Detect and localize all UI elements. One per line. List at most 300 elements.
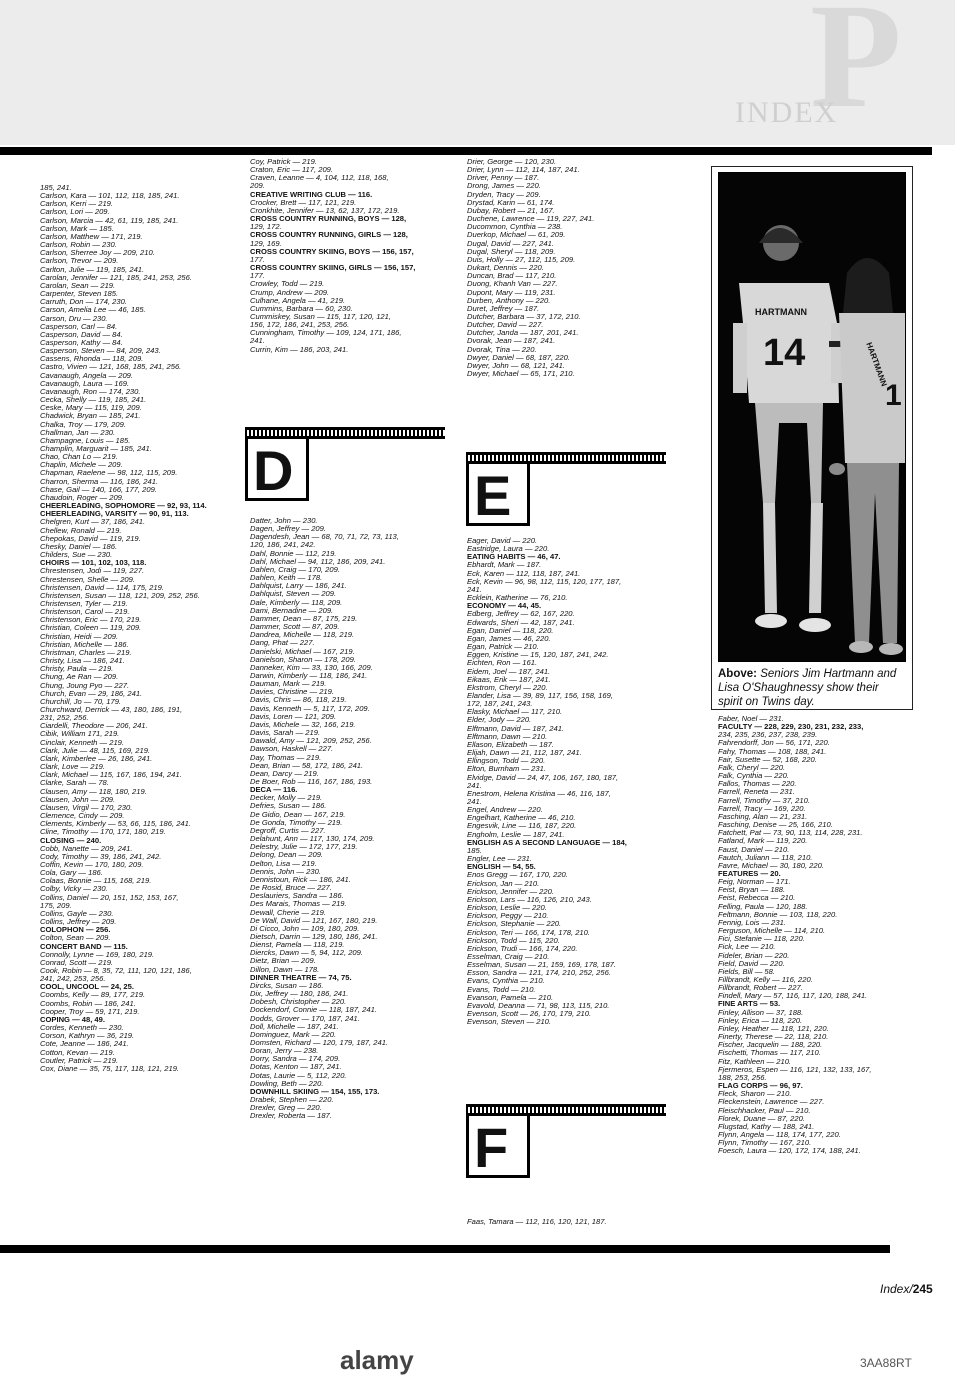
index-entry: Church, Evan — 29, 186, 241. [40,689,143,698]
index-entry: Christian, Coleen — 119, 209. [40,624,142,633]
index-entry: Ferguson, Michelle — 114, 210. [718,927,826,936]
index-entry: Carlson, Kerri — 219. [40,200,114,209]
index-entry: 241. [467,781,482,790]
index-entry: Chrestensen, Shelle — 209. [40,575,135,584]
index-entry: Fitz, Kathleen — 210. [718,1057,792,1066]
ghost-header-word: INDEX [735,96,839,129]
index-entry: Dodds, Grover — 170, 187, 241. [250,1014,360,1023]
index-entry: Drabek, Stephen — 220. [250,1096,334,1105]
index-entry: FEATURES — 20. [718,869,781,878]
page-number: 245 [912,1282,933,1296]
index-entry: CROSS COUNTRY RUNNING, BOYS — 128, [250,215,407,224]
index-entry: Carlton, Julie — 119, 185, 241. [40,265,145,274]
index-entry: Cibik, William 171, 219. [40,730,120,739]
index-entry: Farrell, Tracy — 169, 220. [718,804,806,813]
index-entry: Chesky, Daniel — 186. [40,542,118,551]
index-entry: Dagendesh, Jean — 68, 70, 71, 72, 73, 113, [250,533,399,542]
index-entry: De Rosid, Bruce — 227. [250,884,332,893]
index-entry: Flynn, Timothy — 167, 210. [718,1139,812,1148]
index-entry: Dennis, John — 230. [250,867,321,876]
index-entry: Cote, Jeanne — 186, 241. [40,1040,129,1049]
index-entry: Dammer, Scott — 87, 209. [250,623,340,632]
index-entry: Dorry, Sandra — 174, 209. [250,1055,341,1064]
index-entry: 129, 169. [250,239,282,248]
index-entry: Fasching, Alan — 21, 231. [718,812,808,821]
index-entry: Eastridge, Laura — 220. [467,545,550,554]
index-entry: De Gidio, Dean — 167, 219. [250,810,346,819]
index-entry: Drexler, Roberta — 187. [250,1112,332,1121]
index-entry: Duncan, Brad — 117, 210. [467,272,557,281]
index-entry: Danielson, Sharon — 178, 209. [250,655,356,664]
index-entry: Dennistoun, Rick — 186, 241. [250,875,351,884]
index-entry: Carlson, Trevor — 209. [40,257,119,266]
index-entry: Duong, Khanh Van — 227. [467,280,558,289]
index-column-c2 [250,158,460,354]
index-entry: DOWNHILL SKIING — 154, 155, 173. [250,1087,380,1096]
section-letter-f [466,1104,666,1184]
index-entry: Chelgren, Kurt — 37, 186, 241. [40,518,146,527]
index-entry: Connolly, Lynne — 169, 180, 219. [40,950,155,959]
index-column-d [250,517,460,1121]
index-entry: Elasky, Michael — 117, 210. [467,708,563,717]
index-entry: Clark, Michael — 115, 167, 186, 194, 241. [40,771,182,780]
index-entry: Dauman, Mark — 219. [250,680,327,689]
index-entry: Drexler, Greg — 220. [250,1104,322,1113]
index-entry: Egan, James — 46, 220. [467,634,551,643]
jersey-number-left: 14 [763,332,806,374]
index-entry: Evenson, Steven — 210. [467,1018,552,1027]
index-entry: Danneker, Kim — 33, 130, 166, 209. [250,663,373,672]
index-entry: Fjermeros, Espen — 116, 121, 132, 133, 167, [718,1065,872,1074]
index-entry: FINE ARTS — 53. [718,1000,781,1009]
index-entry: Christian, Heidi — 209. [40,632,119,641]
index-entry: Florek, Duane — 87, 220. [718,1114,805,1123]
index-entry: Coombs, Kelly — 89, 177, 219. [40,991,146,1000]
caption-lead: Above: [718,668,757,680]
index-entry: Eggen, Kristine — 15, 120, 187, 241, 242. [467,651,609,660]
index-entry: 188, 253, 256. [718,1073,767,1082]
index-entry: Crowley, Todd — 219. [250,280,325,289]
index-entry: Cook, Robin — 8, 35, 72, 111, 120, 121, 186, [40,967,192,975]
index-entry: Elftmann, David — 187, 241. [467,724,565,733]
index-entry: Domsten, Richard — 120, 179, 187, 241. [250,1039,389,1047]
index-entry: De Boer, Rob — 116, 167, 186, 193. [250,778,373,786]
index-entry: Collins, Gayle — 230. [40,909,114,918]
index-entry: CREATIVE WRITING CLUB — 116. [250,190,373,199]
index-entry: Champlin, Marguarit — 185, 241. [40,445,152,453]
index-entry: Dvorak, Tina — 220. [467,345,537,354]
index-entry: CHEERLEADING, VARSITY — 90, 91, 113. [40,510,189,519]
index-entry: Fasching, Denise — 25, 166, 210. [718,821,833,830]
index-entry: Cotton, Kevan — 219. [40,1048,115,1057]
index-entry: Eck, Karen — 112, 118, 187, 241. [467,569,581,578]
index-entry: Eichten, Ron — 161. [467,659,538,668]
watermark-logo: alamy [340,1345,414,1375]
index-entry: 177. [250,272,265,281]
index-entry: Dugal, David — 227, 241. [467,239,554,248]
index-entry: CROSS COUNTRY SKIING, GIRLS — 156, 157, [250,264,416,273]
top-rule [0,147,932,155]
index-entry: Edberg, Jeffrey — 62, 167, 220. [467,610,575,619]
index-entry: Feltmann, Bonnie — 103, 118, 220. [718,910,838,919]
watermark-id: 3AA88RT [860,1356,912,1370]
index-entry: 156, 172, 186, 241, 253, 256. [250,321,350,330]
index-entry: Fleckenstein, Lawrence — 227. [718,1098,825,1107]
index-entry: Engholm, Leslie — 187, 241. [467,830,565,839]
index-entry: Christenson, Eric — 170, 219. [40,616,142,625]
index-entry: Cecka, Shelly — 119, 185, 241. [40,396,147,405]
index-entry: CLOSING — 240. [40,836,102,845]
index-entry: Faust, Daniel — 210. [718,845,790,854]
index-entry: Ciardelli, Theodore — 206, 241. [40,722,148,731]
index-entry: Carlson, Lori — 209. [40,208,110,217]
index-entry: Delong, Dean — 209. [250,851,324,860]
index-entry: COPING — 48, 49. [40,1015,105,1024]
index-entry: Carpenter, Steven 185. [40,290,119,299]
index-entry: Dutcher, Barbara — 37, 172, 210. [467,312,581,321]
section-letter-f-glyph: F [474,1116,509,1179]
index-entry: Dowling, Beth — 220. [250,1079,324,1088]
index-entry: Chrestensen, Jodi — 119, 227. [40,567,145,576]
index-entry: Driver, Penny — 187. [467,174,540,183]
index-entry: Clark, Love — 219. [40,763,105,772]
index-entry: Coutler, Patrick — 219. [40,1056,119,1065]
index-entry: 234, 235, 236, 237, 238, 239. [718,731,818,740]
photo-seniors-twins-day [718,172,906,662]
index-entry: Crump, Andrew — 209. [250,288,330,297]
index-entry: FACULTY — 228, 229, 230, 231, 232, 233, [718,723,864,732]
index-entry: Clausen, John — 209. [40,795,116,804]
index-entry: Feist, Bryan — 188. [718,886,786,895]
index-entry: Erickson, Jennifer — 220. [467,887,554,896]
index-column-f2 [718,715,908,1155]
index-entry: Danielski, Michael — 167, 219. [250,647,355,656]
index-entry: CROSS COUNTRY SKIING, BOYS — 156, 157, [250,247,414,256]
section-letter-d [245,427,445,507]
index-entry: Dami, Bernadine — 209. [250,606,334,615]
bottom-rule [0,1245,890,1253]
index-entry: De Wall, David — 121, 167, 180, 219. [250,916,378,925]
index-entry: Dale, Kimberly — 118, 209. [250,598,343,607]
index-entry: Findell, Mary — 57, 116, 117, 120, 188, 241. [718,992,868,1001]
jersey-name-left: HARTMANN [755,307,807,317]
index-entry: Duerkop, Michael — 61, 209. [467,231,566,240]
index-column-d2 [467,158,682,378]
index-entry: Christensen, Susan — 118, 121, 209, 252, 256. [40,591,200,600]
index-entry: Clarke, Sarah — 78. [40,779,109,788]
index-entry: Dean, Brian — 58, 172, 186, 241. [250,761,364,770]
page-footer [880,1282,933,1296]
index-entry: Davies, Christine — 219. [250,688,334,697]
index-entry: 185. [467,846,482,855]
index-entry: Erickson, Leslie — 220. [467,904,547,913]
index-entry: Egan, Patrick — 210. [467,643,539,652]
index-entry: COLOPHON — 256. [40,926,111,935]
index-entry: Cobb, Nanette — 209, 241. [40,844,133,853]
index-entry: Cinclair, Kenneth — 219. [40,738,125,747]
index-entry: Christian, Michelle — 186. [40,640,129,649]
index-entry: Elvidge, David — 24, 47, 106, 167, 180, 187, [467,773,619,782]
index-entry: Carolan, Jennifer — 121, 185, 241, 253, 256. [40,273,192,282]
index-entry: FLAG CORPS — 96, 97. [718,1082,803,1091]
index-entry: 120, 186, 241, 242. [250,541,316,550]
index-entry: Duret, Jeffrey — 187. [467,304,540,313]
index-entry: Flynn, Angela — 118, 174, 177, 220. [718,1130,841,1139]
index-entry: Di Cicco, John — 109, 180, 209. [250,924,360,933]
index-entry: Dockendorf, Connie — 118, 187, 241. [250,1006,377,1015]
index-entry: Evans, Todd — 210. [467,985,536,994]
index-column-f1 [467,1218,682,1226]
index-entry: Erickson, Todd — 115, 220. [467,936,560,945]
index-entry: Finley, Heather — 118, 121, 220. [718,1024,829,1033]
index-entry: Currin, Kim — 186, 203, 241. [250,345,349,354]
index-entry: Deslauriers, Sandra — 186. [250,892,344,901]
index-entry: Dawald, Amy — 121, 209, 252, 256. [250,737,372,746]
footer-label: Index/ [880,1282,913,1296]
index-entry: Fatchett, Pat — 73, 90, 113, 114, 228, 231. [718,829,863,838]
index-entry: Defries, Susan — 186. [250,802,327,811]
index-entry: Dienst, Pamela — 118, 219. [250,941,345,950]
index-entry: Cummins, Barbara — 60, 230. [250,304,353,313]
index-entry: Clements, Kimberly — 53, 66, 115, 186, 241. [40,820,191,829]
index-entry: Cody, Timothy — 39, 186, 241, 242. [40,852,162,861]
index-entry: Fick, Lee — 210. [718,943,776,952]
index-entry: Doran, Jerry — 238. [250,1047,319,1056]
index-entry: Esselman, Craig — 210. [467,952,550,961]
index-entry: Fleischhacker, Paul — 210. [718,1106,811,1115]
index-entry: Dean, Darcy — 219. [250,769,319,778]
index-entry: Casperson, Steven — 84, 209, 243. [40,347,161,356]
photo-illustration [719,173,905,661]
index-entry: Ellingson, Todd — 220. [467,757,546,766]
index-entry: Chung, Ae Ran — 209. [40,673,119,682]
index-entry: Christenson, Carol — 219. [40,608,130,617]
index-entry: Charron, Sherma — 116, 186, 241. [40,477,159,486]
index-entry: Fautch, Juliann — 118, 210. [718,853,813,862]
index-entry: Davis, Sarah — 219. [250,729,321,738]
index-column-e [467,537,682,1026]
index-entry: Chaplin, Michele — 209. [40,461,123,470]
index-entry: 241, 242, 253, 256. [40,975,106,984]
index-entry: 175, 209. [40,901,72,910]
index-entry: Falk, Cynthia — 220. [718,772,789,781]
index-entry: Ecklein, Katherine — 76, 210. [467,594,568,603]
index-entry: Chadwick, Bryan — 185, 241. [40,412,141,421]
index-entry: Dukart, Dennis — 220. [467,264,544,273]
index-entry: Craton, Eric — 117, 209. [250,166,334,175]
index-entry: Dotas, Kenton — 187, 241. [250,1063,342,1072]
index-entry: Cox, Diane — 35, 75, 117, 118, 121, 219. [40,1064,180,1073]
index-entry: Fillbrandt, Kelly — 116, 220. [718,976,813,984]
index-entry: Elder, Jody — 220. [467,716,532,725]
index-entry: Day, Thomas — 219. [250,753,322,762]
index-entry: Clausen, Virgil — 170, 230. [40,803,133,812]
index-entry: DECA — 116. [250,786,298,795]
index-entry: Christensen, David — 114, 175, 219. [40,583,164,592]
index-entry: ENGLISH — 54, 55. [467,863,536,872]
index-entry: Dahlquist, Larry — 186, 241. [250,582,347,591]
index-entry: Dugal, Sheryl — 118, 209. [467,247,556,256]
index-entry: Clark, Kimberlee — 26, 186, 241. [40,754,153,763]
index-entry: Engler, Lee — 231. [467,855,533,864]
index-entry: Dagen, Jeffrey — 209. [250,525,326,534]
index-entry: Cronkhite, Jennifer — 13, 62, 137, 172, 219. [250,206,400,215]
index-entry: Ducommon, Cynthia — 238. [467,223,563,232]
index-entry: Finerty, Therese — 22, 118, 210. [718,1033,829,1042]
index-entry: Cassens, Rhonda — 118, 209. [40,355,144,364]
index-entry: Enestrom, Helena Kristina — 46, 116, 187, [467,789,611,798]
index-entry: Eck, Kevin — 96, 98, 112, 115, 120, 177, 187, [467,577,622,586]
index-entry: Dominguez, Mark — 220. [250,1030,337,1039]
index-entry: Delahunt, Ann — 117, 130, 174, 209. [250,835,375,844]
index-entry: Dietsch, Darrin — 129, 180, 186, 241. [250,932,378,941]
index-entry: Christy, Paula — 219. [40,665,114,674]
index-entry: Fields, Bill — 58. [718,967,775,976]
index-entry: Drier, George — 120, 230. [467,158,557,166]
index-entry: Fatland, Mark — 119, 220. [718,837,808,846]
index-entry: Erickson, Trudi — 166, 174, 220. [467,944,578,953]
index-entry: Cola, Gary — 186. [40,869,103,878]
index-entry: Ellason, Elizabeth — 187. [467,740,554,749]
index-entry: Dircks, Susan — 186. [250,981,324,990]
index-entry: Dotas, Laurie — 5, 112, 220. [250,1071,347,1080]
index-entry: Fahrendorff, Jon — 56, 171, 220. [718,739,830,748]
section-letter-e-glyph: E [474,464,512,527]
index-entry: Drier, Lynn — 112, 114, 187, 241. [467,166,580,175]
index-entry: Elftmann, Dawn — 210. [467,732,548,741]
index-entry: Colaas, Bonnie — 115, 168, 219. [40,877,152,886]
index-entry: Feig, Norman — 171. [718,878,791,887]
index-entry: Christy, Lisa — 186, 241. [40,657,125,666]
index-entry: Conrad, Scott — 219. [40,958,114,967]
index-entry: COOL, UNCOOL — 24, 25. [40,983,134,992]
index-entry: Evenson, Scott — 26, 170, 179, 210. [467,1010,592,1019]
index-entry: Dammer, Dean — 87, 175, 219. [250,614,358,623]
index-entry: Eager, David — 220. [467,537,538,545]
index-entry: Coombs, Robin — 186, 241. [40,999,136,1008]
index-entry: Engelhart, Katherine — 46, 210. [467,814,576,823]
index-entry: Cummiskey, Susan — 115, 117, 120, 121, [250,312,391,321]
index-entry: Field, David — 220. [718,959,785,968]
index-entry: Drong, James — 220. [467,182,541,191]
index-entry: Cavanaugh, Laura — 169. [40,379,130,388]
index-entry: CROSS COUNTRY RUNNING, GIRLS — 128, [250,231,408,240]
caption-text: Seniors Jim Hartmann and Lisa O'Shaughnessy show their spirit on Twins day. [718,668,897,708]
index-entry: Fici, Stefanie — 118, 220. [718,935,805,944]
index-entry: Delestry, Julie — 172, 177, 219. [250,843,358,852]
index-entry: Degroff, Curtis — 227. [250,826,326,835]
index-entry: Esselman, Susan — 21, 159, 169, 178, 187. [467,961,617,970]
index-entry: Dillon, Dawn — 178. [250,965,320,974]
index-entry: Davis, Loren — 121, 209. [250,712,337,721]
index-entry: Elton, Burnham — 231. [467,765,546,774]
index-entry: Fallos, Thomas — 220. [718,780,797,789]
index-entry: Dawson, Haskell — 227. [250,745,334,754]
index-entry: Chalka, Troy — 179, 209. [40,420,126,429]
index-entry: Erickson, Teri — 166, 174, 178, 210. [467,928,590,937]
index-entry: Carlson, Marcia — 42, 61, 119, 185, 241. [40,216,179,225]
index-entry: Coffin, Kevin — 170, 180, 209. [40,860,144,869]
index-entry: Davis, Kenneth — 5, 117, 172, 209. [250,704,370,713]
index-entry: Christman, Charles — 219. [40,648,132,657]
index-entry: Davis, Chris — 86, 118, 219. [250,696,347,705]
index-entry: 172, 187, 241, 243. [467,700,533,709]
index-entry: Cline, Timothy — 170, 171, 180, 219. [40,828,166,837]
index-entry: Cooper, Troy — 59, 171, 219. [40,1007,140,1016]
index-entry: Feist, Rebecca — 210. [718,894,796,903]
index-entry: Felling, Paula — 120, 188. [718,902,808,911]
index-entry: CHEERLEADING, SOPHOMORE — 92, 93, 114. [40,502,207,511]
index-entry: Chellew, Ronald — 219. [40,526,122,535]
index-entry: Crocker, Brett — 117, 121, 219. [250,198,357,207]
index-entry: Cordes, Kenneth — 230. [40,1024,124,1033]
index-entry: Dahl, Michael — 94, 112, 186, 209, 241. [250,557,386,566]
index-entry: Dwyer, Daniel — 68, 187, 220. [467,353,570,362]
index-entry: Diercks, Dawn — 5, 94, 112, 209. [250,949,363,958]
index-entry: Fischetti, Thomas — 117, 210. [718,1049,821,1058]
index-entry: Cavanaugh, Angela — 209. [40,371,134,380]
index-entry: Fair, Susette — 52, 168, 220. [718,755,817,764]
index-entry: Craven, Leanne — 4, 104, 112, 118, 168, [250,174,389,183]
index-entry: Cavanaugh, Ron — 174, 230. [40,387,141,396]
index-entry: Carlson, Mark — 185. [40,224,114,233]
index-entry: Dvorak, Jean — 187, 241. [467,337,556,346]
index-entry: CONCERT BAND — 115. [40,942,128,951]
index-entry: Engel, Andrew — 220. [467,806,543,815]
index-entry: Casperson, Carl — 84. [40,322,118,331]
index-entry: 209. [250,182,265,191]
index-entry: Chung, Joung Pyo — 227. [40,681,130,690]
index-entry: Erickson, Stephanie — 220. [467,920,562,929]
index-entry: Favre, Michael — 30, 180, 220. [718,861,824,870]
index-entry: Edwards, Sheri — 42, 187, 241. [467,618,575,627]
index-entry: Dutcher, Janda — 187, 201, 241. [467,329,579,338]
index-entry: Falk, Cheryl — 220. [718,763,786,772]
index-entry: Elander, Lisa — 39, 89, 117, 156, 158, 169, [467,691,613,700]
index-entry: Culhane, Angela — 41, 219. [250,296,346,305]
index-entry: Fischer, Jacquelin — 188, 220. [718,1041,823,1050]
index-entry: Coy, Patrick — 219. [250,158,317,166]
index-entry: Flugstad, Kathy — 188, 241. [718,1122,815,1131]
index-entry: Egan, Daniel — 118, 220. [467,626,554,635]
index-entry: Challman, Jan — 230. [40,428,116,437]
index-entry: Decker, Molly — 219. [250,794,323,803]
index-entry: Des Marais, Thomas — 219. [250,900,347,909]
index-entry: Fillbrandt, Robert — 227. [718,984,803,993]
index-entry: Carlson, Sherree Joy — 209, 210. [40,249,155,258]
index-entry: Carruth, Don — 174, 230. [40,298,127,307]
index-entry: Duis, Holly — 27, 112, 115, 209. [467,255,576,264]
index-entry: Colby, Vicky — 230. [40,885,108,894]
index-entry: Chaudoin, Roger — 209. [40,493,125,502]
index-entry: Castro, Vivien — 121, 168, 185, 241, 256. [40,363,182,372]
index-entry: Clemence, Cindy — 209. [40,812,125,821]
index-entry: Champagne, Louis — 185. [40,436,131,445]
index-entry: Dupont, Mary — 119, 231. [467,288,556,297]
index-entry: Casperson, David — 84. [40,330,123,339]
index-entry: Christensen, Tyler — 219. [40,599,128,608]
index-entry: Drystad, Karin — 61, 174. [467,198,555,207]
photo-caption [718,667,904,709]
index-entry: Churchill, Jo — 70, 179. [40,697,122,706]
index-entry: Evanson, Pamela — 210. [467,993,554,1002]
index-entry: 177. [250,255,265,264]
index-entry: Eikaas, Erik — 187, 241. [467,675,551,684]
index-entry: Churchward, Derrick — 43, 180, 186, 191, [40,706,183,714]
index-entry: Chapman, Raelene — 98, 112, 115, 209. [40,469,178,478]
index-entry: De Gonda, Timothy — 219. [250,818,343,827]
index-entry: Fleck, Sharon — 210. [718,1090,792,1099]
